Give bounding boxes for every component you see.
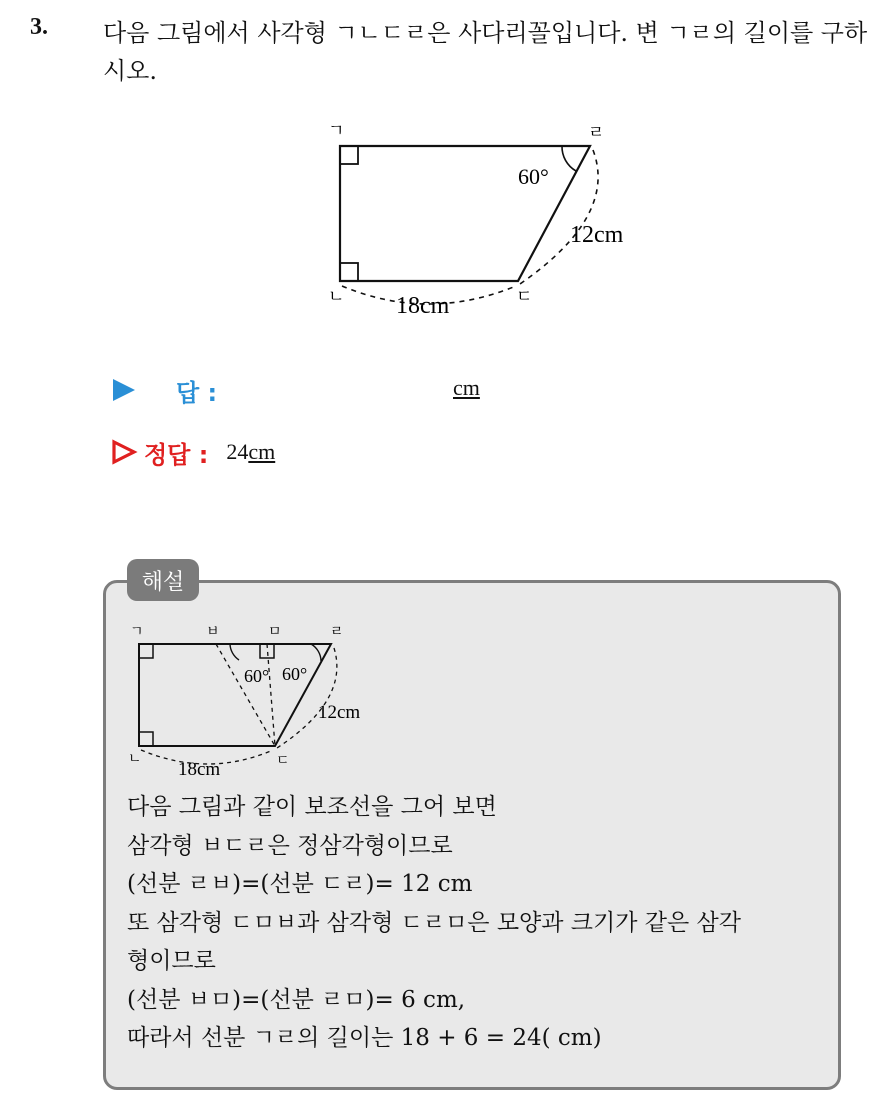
vertex-label-d: ㄹ: [588, 123, 605, 143]
small-label-f: ㅁ: [268, 624, 282, 640]
explanation-figure: [118, 620, 378, 785]
answer-arrow-icon: [110, 376, 138, 404]
explanation-line: 따라서 선분 ㄱㄹ의 길이는 18 + 6 = 24( cm): [127, 1025, 602, 1051]
vertex-label-b: ㄴ: [328, 287, 345, 307]
correct-answer-value: 24: [226, 439, 249, 464]
small-side-bc: 18cm: [178, 759, 221, 780]
small-label-c: ㄷ: [276, 753, 290, 769]
correct-answer-row: [110, 434, 275, 470]
side-bc-label: 18cm: [396, 293, 450, 319]
angle-arc-left: [230, 644, 239, 660]
explanation-line: 삼각형 ㅂㄷㄹ은 정삼각형이므로: [127, 832, 453, 859]
explanation-line: (선분 ㅂㅁ)=(선분 ㄹㅁ)= 6 cm,: [127, 986, 466, 1013]
explanation-tab: 해설: [127, 559, 199, 601]
answer-unit: cm: [453, 375, 480, 400]
side-cd-label: 12cm: [570, 222, 624, 248]
small-label-a: ㄱ: [130, 624, 144, 640]
right-angle-mark-bottom-small: [139, 732, 153, 746]
angle-label: 60°: [518, 164, 549, 189]
small-angle2: 60°: [282, 664, 308, 684]
right-angle-mark-top-small: [139, 644, 153, 658]
right-angle-mark-top: [340, 146, 358, 164]
right-angle-mark-bottom: [340, 263, 358, 281]
explanation-line: 형이므로: [127, 948, 216, 974]
correct-answer-unit: cm: [248, 439, 276, 464]
aux-line-c-f: [267, 644, 275, 746]
trapezoid-figure: [318, 116, 678, 326]
question-number: 3.: [30, 14, 48, 40]
explanation-line: (선분 ㄹㅂ)=(선분 ㄷㄹ)= 12 cm: [127, 871, 473, 897]
correct-answer-label: 정답 :: [144, 440, 209, 469]
aux-line-bc-e: [216, 644, 275, 746]
small-label-d: ㄹ: [330, 624, 344, 640]
answer-label: 답 :: [176, 378, 218, 407]
vertex-label-c: ㄷ: [516, 287, 533, 307]
correct-arrow-icon: [110, 438, 138, 466]
angle-arc: [562, 146, 576, 171]
answer-row: [110, 372, 480, 408]
small-side-cd: 12cm: [318, 702, 361, 723]
trapezoid-outline: [340, 146, 590, 281]
vertex-label-a: ㄱ: [328, 121, 345, 141]
explanation-text: [127, 788, 832, 1058]
small-angle1: 60°: [244, 666, 270, 686]
explanation-line: 또 삼각형 ㄷㅁㅂ과 삼각형 ㄷㄹㅁ은 모양과 크기가 같은 삼각: [127, 909, 741, 936]
small-label-e: ㅂ: [206, 624, 220, 640]
dashed-arc-right-small: [277, 648, 337, 748]
angle-arc-right: [311, 644, 321, 661]
small-label-b: ㄴ: [128, 751, 142, 767]
explanation-line: 다음 그림과 같이 보조선을 그어 보면: [127, 794, 497, 820]
trapezoid-outline-small: [139, 644, 331, 746]
question-text: 다음 그림에서 사각형 ㄱㄴㄷㄹ은 사다리꼴입니다. 변 ㄱㄹ의 길이를 구하시오.: [103, 19, 868, 85]
